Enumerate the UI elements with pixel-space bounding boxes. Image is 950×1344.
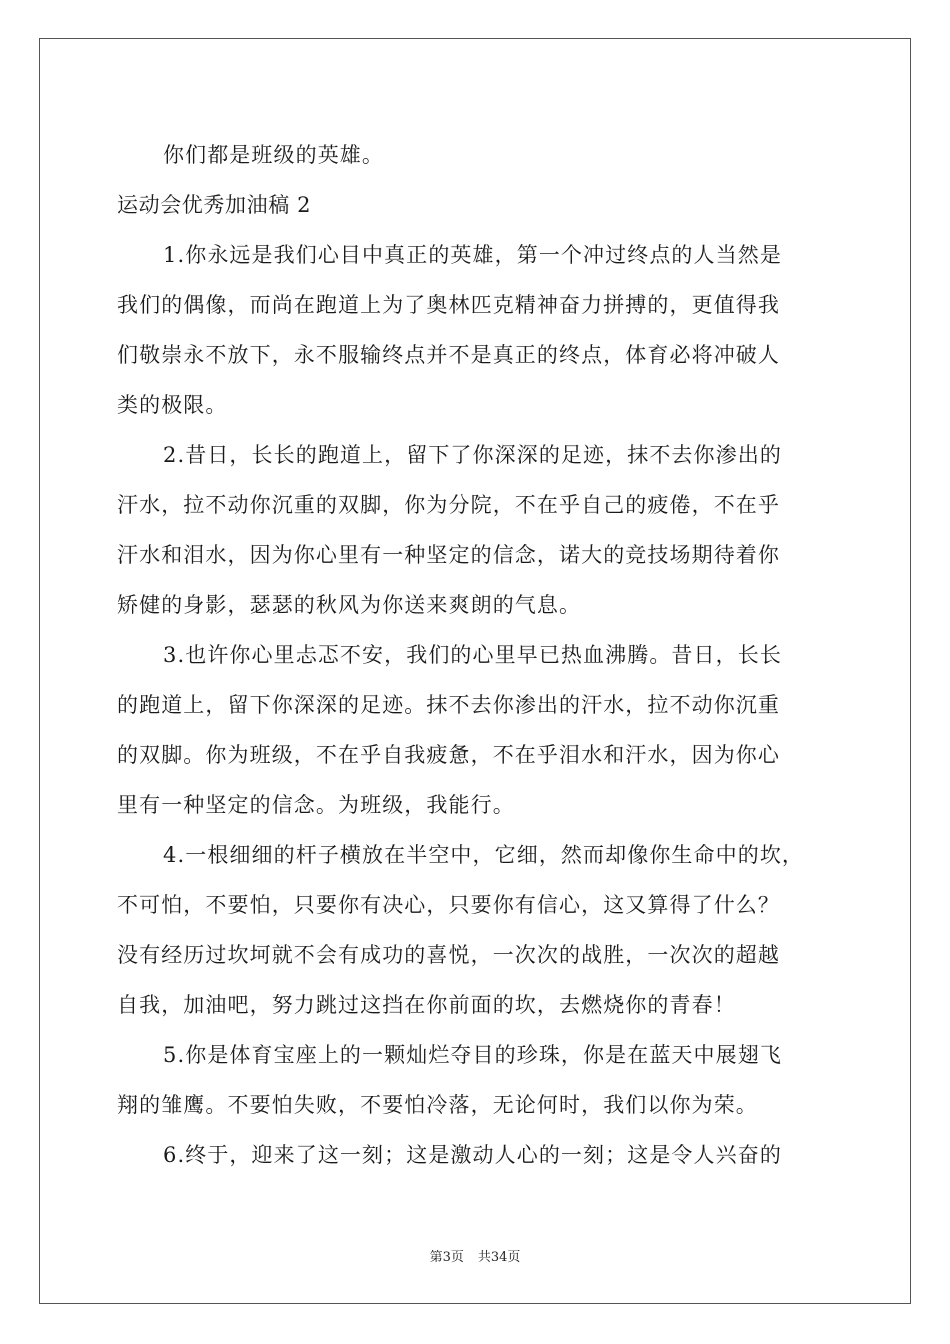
text-line: 矫健的身影，瑟瑟的秋风为你送来爽朗的气息。 [117, 593, 582, 617]
text-line: 里有一种坚定的信念。为班级，我能行。 [117, 793, 515, 817]
text-line: 2.昔日，长长的跑道上，留下了你深深的足迹，抹不去你渗出的 [163, 443, 782, 467]
text-line: 的跑道上，留下你深深的足迹。抹不去你渗出的汗水，拉不动你沉重 [117, 693, 780, 717]
text-line: 你们都是班级的英雄。 [163, 143, 384, 167]
text-line: 没有经历过坎坷就不会有成功的喜悦，一次次的战胜，一次次的超越 [117, 943, 780, 967]
text-line: 不可怕，不要怕，只要你有决心，只要你有信心，这又算得了什么？ [117, 893, 780, 917]
page-footer [0, 1246, 950, 1265]
page-total: 共34页 [477, 1250, 521, 1265]
text-line: 6.终于，迎来了这一刻；这是激动人心的一刻；这是令人兴奋的 [163, 1143, 782, 1167]
text-line: 3.也许你心里忐忑不安，我们的心里早已热血沸腾。昔日，长长 [163, 643, 782, 667]
text-line: 自我，加油吧，努力跳过这挡在你前面的坎，去燃烧你的青春！ [117, 993, 736, 1017]
text-line: 类的极限。 [117, 393, 228, 417]
text-line: 们敬崇永不放下，永不服输终点并不是真正的终点，体育必将冲破人 [117, 343, 780, 367]
text-line: 1.你永远是我们心目中真正的英雄，第一个冲过终点的人当然是 [163, 243, 782, 267]
document-body [117, 130, 833, 1180]
text-line: 5.你是体育宝座上的一颗灿烂夺目的珍珠，你是在蓝天中展翅飞 [163, 1043, 782, 1067]
text-line: 汗水和泪水，因为你心里有一种坚定的信念，诺大的竞技场期待着你 [117, 543, 780, 567]
text-line: 我们的偶像，而尚在跑道上为了奥林匹克精神奋力拼搏的，更值得我 [117, 293, 780, 317]
text-line: 汗水，拉不动你沉重的双脚，你为分院，不在乎自己的疲倦，不在乎 [117, 493, 780, 517]
section-heading: 运动会优秀加油稿 2 [117, 193, 312, 217]
text-line: 4.一根细细的杆子横放在半空中，它细，然而却像你生命中的坎， [163, 843, 805, 867]
page-number: 第3页 [429, 1250, 464, 1265]
text-line: 翔的雏鹰。不要怕失败，不要怕冷落，无论何时，我们以你为荣。 [117, 1093, 758, 1117]
text-line: 的双脚。你为班级，不在乎自我疲惫，不在乎泪水和汗水，因为你心 [117, 743, 780, 767]
